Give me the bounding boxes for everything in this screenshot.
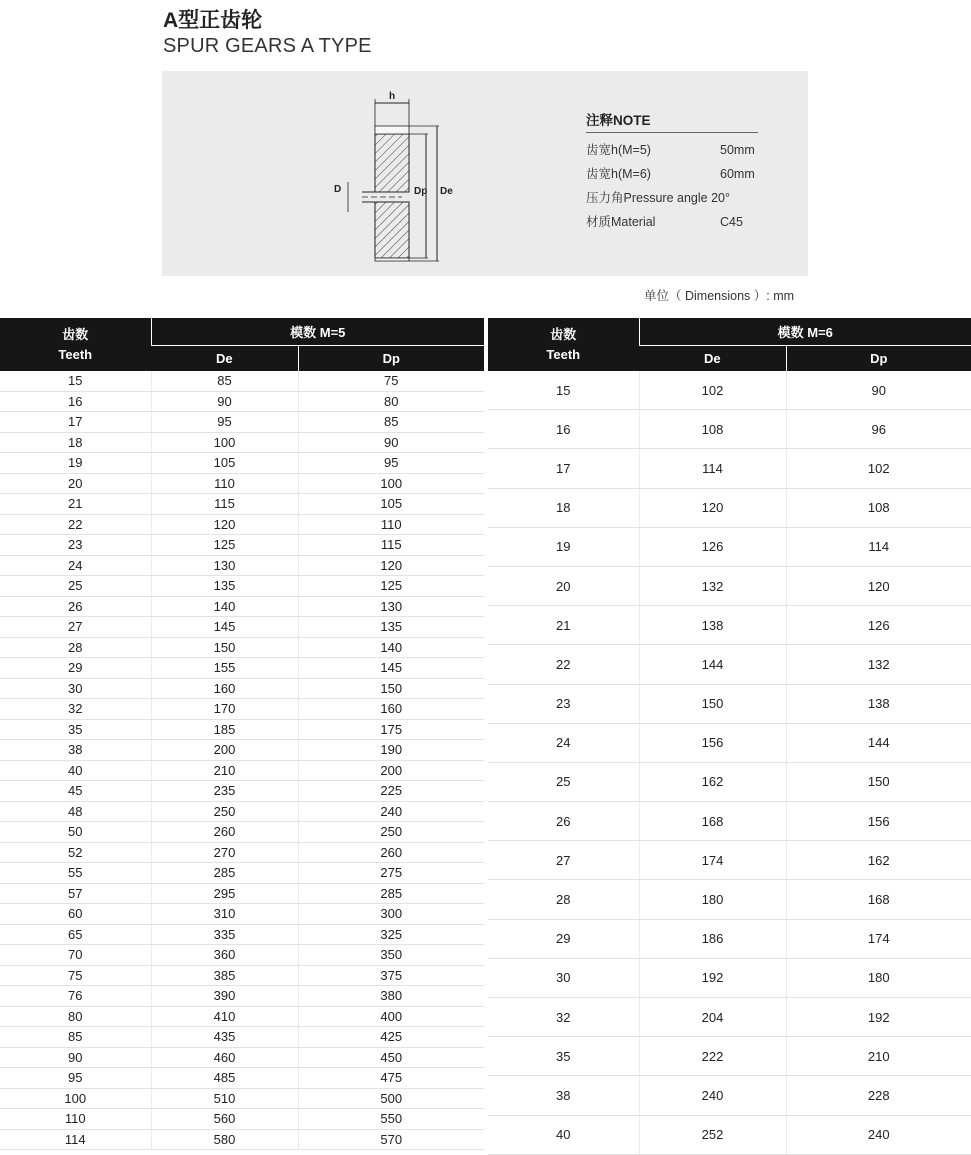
table-row bbox=[0, 883, 484, 904]
table-row bbox=[488, 566, 971, 605]
de-cell: 185 bbox=[151, 719, 298, 740]
dp-cell: 156 bbox=[786, 802, 971, 841]
teeth-header-cn: 齿数 bbox=[550, 326, 577, 342]
de-cell: 140 bbox=[151, 596, 298, 617]
de-cell: 102 bbox=[639, 371, 786, 410]
table-row bbox=[488, 919, 971, 958]
note-value: 50mm bbox=[720, 143, 755, 157]
dp-cell: 240 bbox=[298, 801, 484, 822]
table-row bbox=[0, 740, 484, 761]
de-cell: 138 bbox=[639, 606, 786, 645]
teeth-cell: 25 bbox=[0, 576, 151, 597]
teeth-cell: 24 bbox=[0, 555, 151, 576]
teeth-header bbox=[488, 318, 639, 371]
dp-cell: 132 bbox=[786, 645, 971, 684]
table-row bbox=[488, 880, 971, 919]
table-row bbox=[488, 606, 971, 645]
dp-cell: 135 bbox=[298, 617, 484, 638]
teeth-cell: 45 bbox=[0, 781, 151, 802]
teeth-cell: 24 bbox=[488, 723, 639, 762]
dp-cell: 174 bbox=[786, 919, 971, 958]
dp-cell: 75 bbox=[298, 371, 484, 391]
table-row bbox=[0, 412, 484, 433]
table-row bbox=[488, 449, 971, 488]
table-row bbox=[488, 1037, 971, 1076]
table-row bbox=[0, 945, 484, 966]
dp-cell: 400 bbox=[298, 1006, 484, 1027]
de-cell: 160 bbox=[151, 678, 298, 699]
dp-cell: 275 bbox=[298, 863, 484, 884]
table-row bbox=[0, 822, 484, 843]
dp-cell: 570 bbox=[298, 1129, 484, 1150]
dp-cell: 190 bbox=[298, 740, 484, 761]
dp-cell: 85 bbox=[298, 412, 484, 433]
de-cell: 85 bbox=[151, 371, 298, 391]
dp-cell: 140 bbox=[298, 637, 484, 658]
dp-cell: 350 bbox=[298, 945, 484, 966]
table-row bbox=[0, 1088, 484, 1109]
teeth-cell: 35 bbox=[0, 719, 151, 740]
label-de: De bbox=[440, 186, 453, 197]
table-row bbox=[0, 801, 484, 822]
de-cell: 260 bbox=[151, 822, 298, 843]
dp-cell: 138 bbox=[786, 684, 971, 723]
teeth-cell: 19 bbox=[488, 527, 639, 566]
spec-table-m5-body bbox=[0, 371, 484, 1150]
table-row bbox=[0, 658, 484, 679]
teeth-cell: 32 bbox=[0, 699, 151, 720]
table-row bbox=[488, 762, 971, 801]
de-cell: 115 bbox=[151, 494, 298, 515]
dp-header: Dp bbox=[298, 346, 484, 372]
note-row bbox=[586, 186, 758, 210]
dp-cell: 95 bbox=[298, 453, 484, 474]
table-row bbox=[488, 527, 971, 566]
teeth-cell: 29 bbox=[0, 658, 151, 679]
dp-cell: 110 bbox=[298, 514, 484, 535]
note-value: 20° bbox=[711, 191, 730, 205]
table-row bbox=[0, 1129, 484, 1150]
note-label: 齿宽h(M=6) bbox=[586, 167, 651, 181]
dp-cell: 150 bbox=[298, 678, 484, 699]
table-row bbox=[488, 371, 971, 410]
teeth-cell: 52 bbox=[0, 842, 151, 863]
table-row bbox=[0, 494, 484, 515]
label-dp: Dp bbox=[414, 186, 428, 197]
dp-cell: 168 bbox=[786, 880, 971, 919]
dp-cell: 100 bbox=[298, 473, 484, 494]
page-title-cn: A型正齿轮 bbox=[163, 9, 263, 32]
de-cell: 390 bbox=[151, 986, 298, 1007]
de-cell: 335 bbox=[151, 924, 298, 945]
teeth-header-en: Teeth bbox=[546, 346, 581, 362]
dp-cell: 120 bbox=[786, 566, 971, 605]
note-row bbox=[586, 162, 758, 186]
teeth-cell: 55 bbox=[0, 863, 151, 884]
dp-cell: 260 bbox=[298, 842, 484, 863]
dp-cell: 325 bbox=[298, 924, 484, 945]
teeth-cell: 38 bbox=[0, 740, 151, 761]
table-row bbox=[0, 432, 484, 453]
teeth-cell: 48 bbox=[0, 801, 151, 822]
de-cell: 250 bbox=[151, 801, 298, 822]
de-cell: 120 bbox=[151, 514, 298, 535]
teeth-cell: 15 bbox=[488, 371, 639, 410]
de-header: De bbox=[151, 346, 298, 372]
table-row bbox=[0, 617, 484, 638]
table-row bbox=[0, 986, 484, 1007]
de-cell: 204 bbox=[639, 998, 786, 1037]
teeth-cell: 20 bbox=[0, 473, 151, 494]
de-cell: 114 bbox=[639, 449, 786, 488]
teeth-cell: 70 bbox=[0, 945, 151, 966]
teeth-cell: 29 bbox=[488, 919, 639, 958]
teeth-cell: 20 bbox=[488, 566, 639, 605]
de-cell: 295 bbox=[151, 883, 298, 904]
teeth-cell: 17 bbox=[0, 412, 151, 433]
de-cell: 156 bbox=[639, 723, 786, 762]
de-cell: 435 bbox=[151, 1027, 298, 1048]
note-block bbox=[586, 109, 758, 234]
table-row bbox=[0, 781, 484, 802]
teeth-cell: 28 bbox=[488, 880, 639, 919]
dp-cell: 108 bbox=[786, 488, 971, 527]
dp-cell: 250 bbox=[298, 822, 484, 843]
de-cell: 310 bbox=[151, 904, 298, 925]
table-row bbox=[0, 863, 484, 884]
dp-cell: 160 bbox=[298, 699, 484, 720]
teeth-cell: 76 bbox=[0, 986, 151, 1007]
teeth-cell: 90 bbox=[0, 1047, 151, 1068]
module-header: 模数 M=5 bbox=[151, 318, 484, 346]
de-cell: 285 bbox=[151, 863, 298, 884]
table-row bbox=[0, 1068, 484, 1089]
table-row bbox=[0, 1027, 484, 1048]
teeth-header bbox=[0, 318, 151, 371]
unit-label: 单位（ Dimensions ）: mm bbox=[644, 289, 795, 303]
de-cell: 240 bbox=[639, 1076, 786, 1115]
dp-cell: 126 bbox=[786, 606, 971, 645]
dp-cell: 240 bbox=[786, 1115, 971, 1154]
dp-cell: 150 bbox=[786, 762, 971, 801]
de-cell: 360 bbox=[151, 945, 298, 966]
teeth-cell: 95 bbox=[0, 1068, 151, 1089]
note-label: 齿宽h(M=5) bbox=[586, 143, 651, 157]
dp-cell: 96 bbox=[786, 410, 971, 449]
dp-cell: 192 bbox=[786, 998, 971, 1037]
de-cell: 186 bbox=[639, 919, 786, 958]
de-cell: 510 bbox=[151, 1088, 298, 1109]
teeth-cell: 114 bbox=[0, 1129, 151, 1150]
table-row bbox=[0, 473, 484, 494]
teeth-cell: 15 bbox=[0, 371, 151, 391]
spec-table-m6-body bbox=[488, 371, 971, 1154]
teeth-cell: 110 bbox=[0, 1109, 151, 1130]
table-row bbox=[0, 924, 484, 945]
table-row bbox=[0, 391, 484, 412]
note-value: C45 bbox=[720, 215, 743, 229]
teeth-cell: 27 bbox=[0, 617, 151, 638]
table-row bbox=[488, 723, 971, 762]
table-row bbox=[488, 802, 971, 841]
dp-cell: 475 bbox=[298, 1068, 484, 1089]
spec-table-m5 bbox=[0, 318, 484, 1150]
dp-cell: 225 bbox=[298, 781, 484, 802]
de-cell: 90 bbox=[151, 391, 298, 412]
de-cell: 108 bbox=[639, 410, 786, 449]
table-row bbox=[0, 760, 484, 781]
teeth-cell: 16 bbox=[488, 410, 639, 449]
dp-cell: 144 bbox=[786, 723, 971, 762]
dp-cell: 450 bbox=[298, 1047, 484, 1068]
de-header: De bbox=[639, 346, 786, 372]
table-row bbox=[488, 645, 971, 684]
dp-cell: 125 bbox=[298, 576, 484, 597]
note-row bbox=[586, 138, 758, 162]
note-value: 60mm bbox=[720, 167, 755, 181]
table-row bbox=[0, 576, 484, 597]
de-cell: 170 bbox=[151, 699, 298, 720]
de-cell: 130 bbox=[151, 555, 298, 576]
teeth-cell: 30 bbox=[0, 678, 151, 699]
teeth-cell: 16 bbox=[0, 391, 151, 412]
teeth-cell: 80 bbox=[0, 1006, 151, 1027]
teeth-cell: 22 bbox=[488, 645, 639, 684]
de-cell: 174 bbox=[639, 841, 786, 880]
dp-cell: 102 bbox=[786, 449, 971, 488]
teeth-cell: 19 bbox=[0, 453, 151, 474]
table-row bbox=[488, 488, 971, 527]
table-row bbox=[488, 1076, 971, 1115]
de-cell: 222 bbox=[639, 1037, 786, 1076]
de-cell: 485 bbox=[151, 1068, 298, 1089]
table-row bbox=[0, 535, 484, 556]
teeth-cell: 38 bbox=[488, 1076, 639, 1115]
de-cell: 120 bbox=[639, 488, 786, 527]
teeth-cell: 26 bbox=[0, 596, 151, 617]
table-row bbox=[488, 958, 971, 997]
table-row bbox=[0, 1006, 484, 1027]
dp-cell: 175 bbox=[298, 719, 484, 740]
teeth-cell: 23 bbox=[0, 535, 151, 556]
module-header: 模数 M=6 bbox=[639, 318, 971, 346]
de-cell: 125 bbox=[151, 535, 298, 556]
table-row bbox=[488, 841, 971, 880]
gear-cross-section-diagram bbox=[332, 86, 472, 266]
de-cell: 132 bbox=[639, 566, 786, 605]
de-cell: 192 bbox=[639, 958, 786, 997]
de-cell: 410 bbox=[151, 1006, 298, 1027]
de-cell: 385 bbox=[151, 965, 298, 986]
de-cell: 180 bbox=[639, 880, 786, 919]
dp-cell: 375 bbox=[298, 965, 484, 986]
dp-cell: 114 bbox=[786, 527, 971, 566]
page-title-en: SPUR GEARS A TYPE bbox=[163, 35, 372, 57]
dp-cell: 90 bbox=[298, 432, 484, 453]
dp-header: Dp bbox=[786, 346, 971, 372]
de-cell: 155 bbox=[151, 658, 298, 679]
teeth-cell: 22 bbox=[0, 514, 151, 535]
dp-cell: 228 bbox=[786, 1076, 971, 1115]
table-row bbox=[0, 699, 484, 720]
dp-cell: 145 bbox=[298, 658, 484, 679]
teeth-cell: 27 bbox=[488, 841, 639, 880]
teeth-cell: 21 bbox=[0, 494, 151, 515]
spec-table-m6 bbox=[488, 318, 971, 1155]
teeth-cell: 50 bbox=[0, 822, 151, 843]
table-row bbox=[488, 684, 971, 723]
gear-figure-panel bbox=[162, 71, 808, 276]
teeth-cell: 23 bbox=[488, 684, 639, 723]
teeth-cell: 25 bbox=[488, 762, 639, 801]
table-row bbox=[0, 965, 484, 986]
table-row bbox=[0, 1109, 484, 1130]
teeth-cell: 85 bbox=[0, 1027, 151, 1048]
table-row bbox=[0, 637, 484, 658]
dp-cell: 550 bbox=[298, 1109, 484, 1130]
teeth-cell: 30 bbox=[488, 958, 639, 997]
de-cell: 145 bbox=[151, 617, 298, 638]
teeth-cell: 32 bbox=[488, 998, 639, 1037]
de-cell: 235 bbox=[151, 781, 298, 802]
teeth-cell: 17 bbox=[488, 449, 639, 488]
teeth-cell: 60 bbox=[0, 904, 151, 925]
table-row bbox=[0, 555, 484, 576]
table-row bbox=[488, 1115, 971, 1154]
teeth-cell: 40 bbox=[0, 760, 151, 781]
de-cell: 252 bbox=[639, 1115, 786, 1154]
note-label: 压力角Pressure angle bbox=[586, 191, 708, 205]
teeth-cell: 75 bbox=[0, 965, 151, 986]
dp-cell: 162 bbox=[786, 841, 971, 880]
dp-cell: 90 bbox=[786, 371, 971, 410]
note-row bbox=[586, 210, 758, 234]
label-d: D bbox=[334, 184, 342, 195]
de-cell: 95 bbox=[151, 412, 298, 433]
de-cell: 150 bbox=[151, 637, 298, 658]
dp-cell: 80 bbox=[298, 391, 484, 412]
de-cell: 560 bbox=[151, 1109, 298, 1130]
teeth-cell: 57 bbox=[0, 883, 151, 904]
de-cell: 162 bbox=[639, 762, 786, 801]
dp-cell: 115 bbox=[298, 535, 484, 556]
de-cell: 200 bbox=[151, 740, 298, 761]
teeth-header-en: Teeth bbox=[58, 346, 93, 362]
table-row bbox=[488, 998, 971, 1037]
table-row bbox=[0, 678, 484, 699]
dp-cell: 180 bbox=[786, 958, 971, 997]
de-cell: 270 bbox=[151, 842, 298, 863]
teeth-cell: 28 bbox=[0, 637, 151, 658]
de-cell: 210 bbox=[151, 760, 298, 781]
table-row bbox=[0, 904, 484, 925]
dp-cell: 105 bbox=[298, 494, 484, 515]
table-row bbox=[0, 1047, 484, 1068]
de-cell: 100 bbox=[151, 432, 298, 453]
table-row bbox=[0, 719, 484, 740]
table-row bbox=[0, 596, 484, 617]
dp-cell: 300 bbox=[298, 904, 484, 925]
teeth-header-cn: 齿数 bbox=[62, 326, 89, 342]
dp-cell: 120 bbox=[298, 555, 484, 576]
de-cell: 126 bbox=[639, 527, 786, 566]
note-heading: 注释NOTE bbox=[586, 109, 758, 133]
de-cell: 105 bbox=[151, 453, 298, 474]
teeth-cell: 35 bbox=[488, 1037, 639, 1076]
dp-cell: 380 bbox=[298, 986, 484, 1007]
de-cell: 135 bbox=[151, 576, 298, 597]
teeth-cell: 40 bbox=[488, 1115, 639, 1154]
teeth-cell: 18 bbox=[0, 432, 151, 453]
de-cell: 460 bbox=[151, 1047, 298, 1068]
de-cell: 168 bbox=[639, 802, 786, 841]
dp-cell: 130 bbox=[298, 596, 484, 617]
label-h: h bbox=[389, 91, 396, 102]
table-row bbox=[488, 410, 971, 449]
de-cell: 150 bbox=[639, 684, 786, 723]
de-cell: 580 bbox=[151, 1129, 298, 1150]
teeth-cell: 18 bbox=[488, 488, 639, 527]
teeth-cell: 100 bbox=[0, 1088, 151, 1109]
dp-cell: 210 bbox=[786, 1037, 971, 1076]
dp-cell: 285 bbox=[298, 883, 484, 904]
table-row bbox=[0, 453, 484, 474]
de-cell: 110 bbox=[151, 473, 298, 494]
dp-cell: 500 bbox=[298, 1088, 484, 1109]
note-label: 材质Material bbox=[586, 215, 656, 229]
dp-cell: 425 bbox=[298, 1027, 484, 1048]
teeth-cell: 26 bbox=[488, 802, 639, 841]
teeth-cell: 21 bbox=[488, 606, 639, 645]
table-row bbox=[0, 514, 484, 535]
teeth-cell: 65 bbox=[0, 924, 151, 945]
dp-cell: 200 bbox=[298, 760, 484, 781]
table-row bbox=[0, 842, 484, 863]
table-row bbox=[0, 371, 484, 391]
de-cell: 144 bbox=[639, 645, 786, 684]
